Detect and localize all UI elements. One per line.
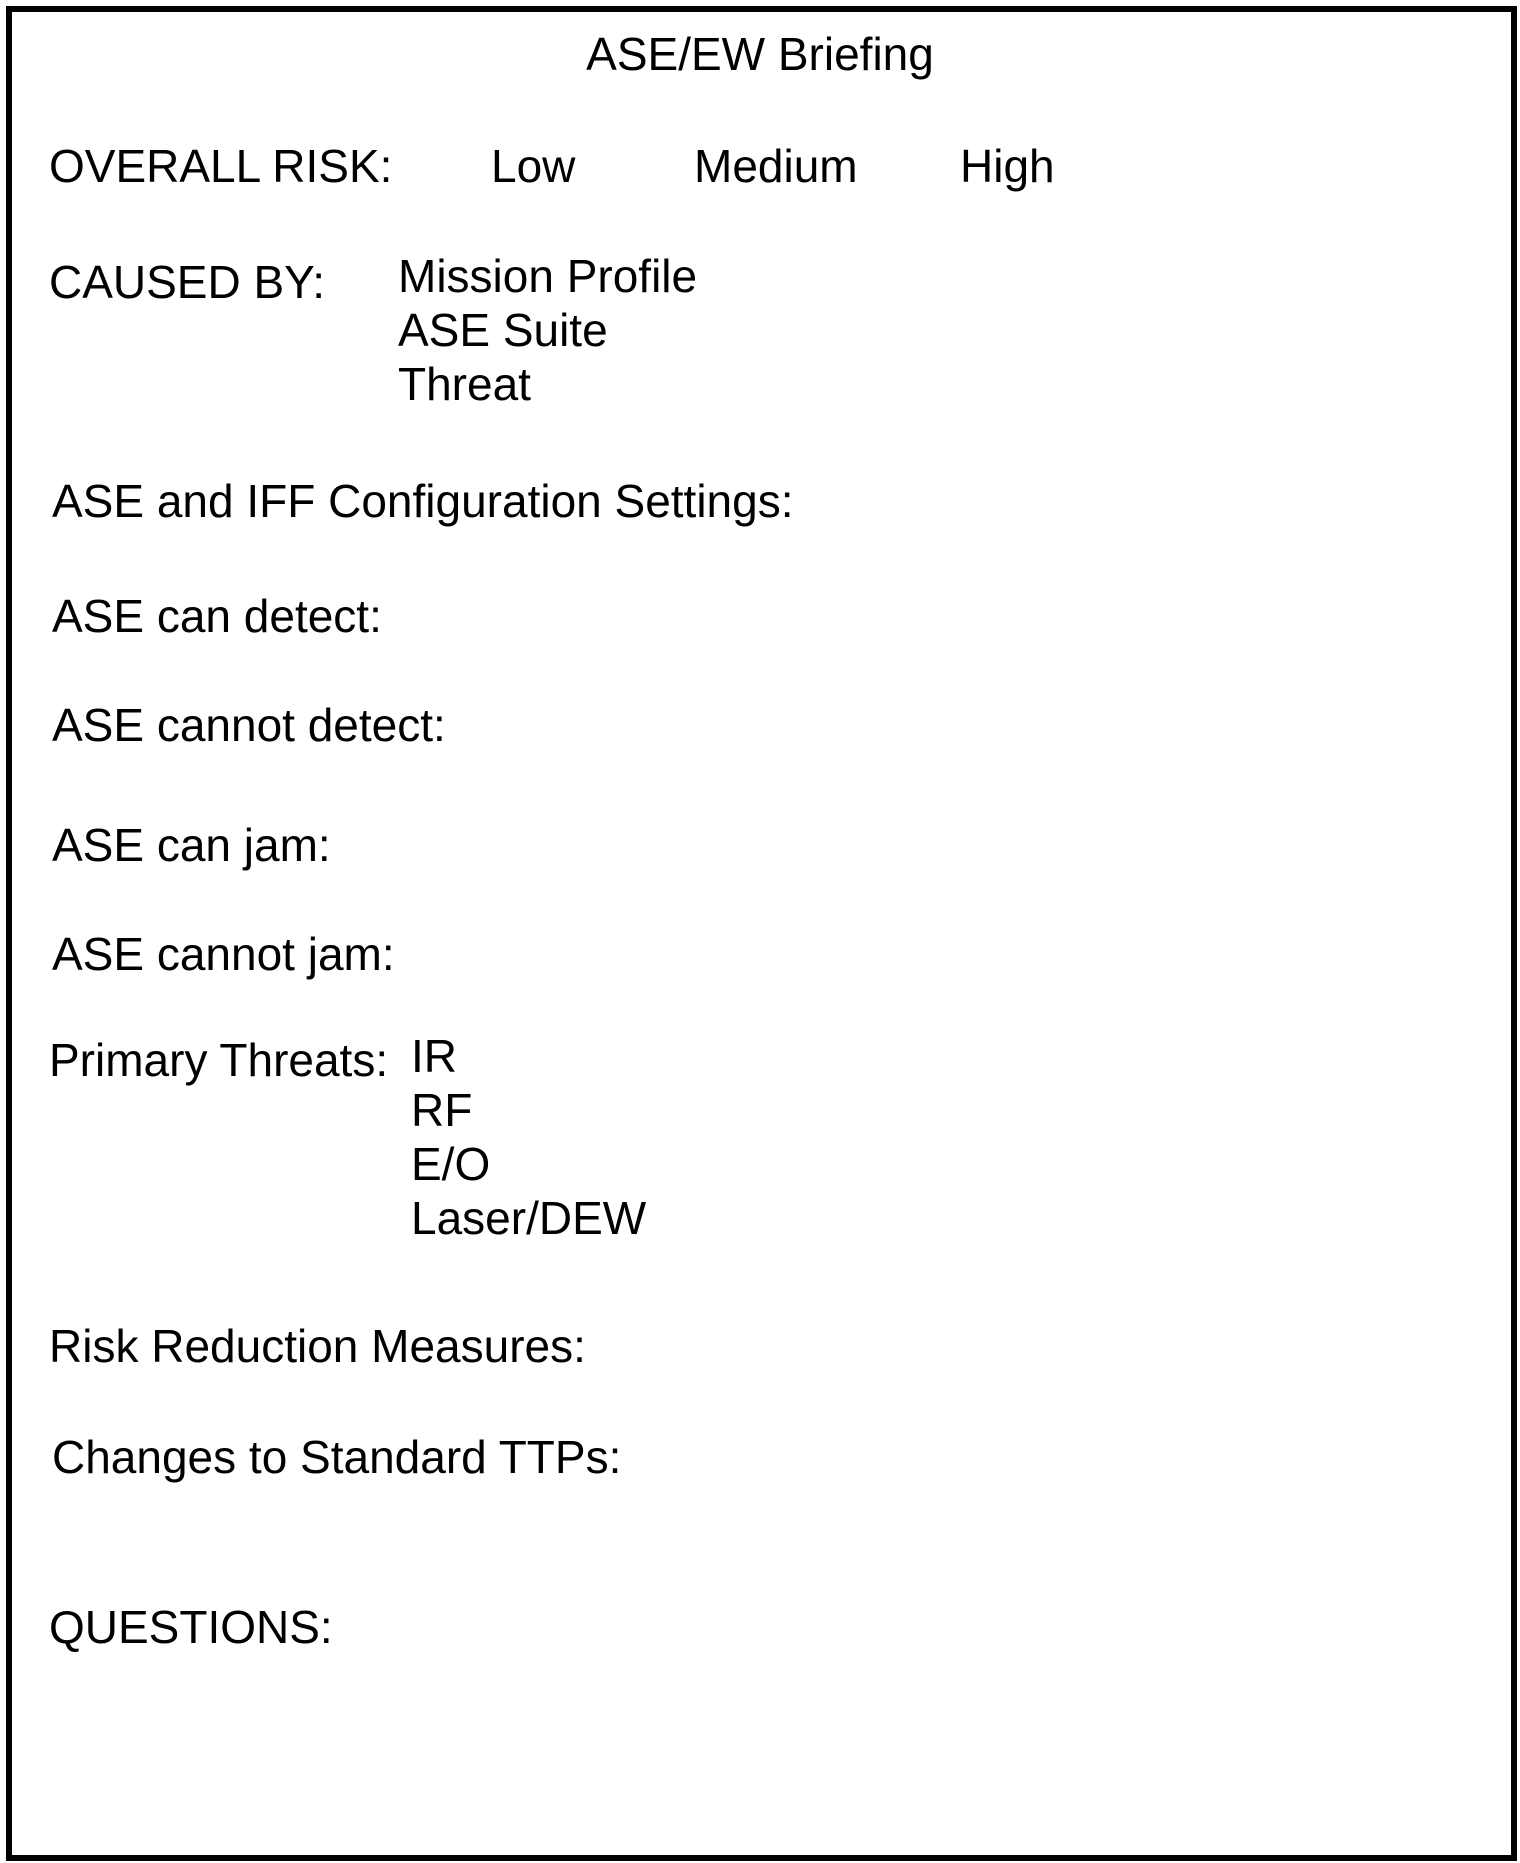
threat-item: Laser/DEW bbox=[411, 1192, 647, 1244]
risk-reduction-label: Risk Reduction Measures: bbox=[49, 1320, 586, 1372]
primary-threats-label: Primary Threats: bbox=[49, 1034, 389, 1086]
caused-by-item: Threat bbox=[398, 358, 531, 410]
page-title: ASE/EW Briefing bbox=[586, 28, 934, 80]
caused-by-item: Mission Profile bbox=[398, 250, 698, 302]
risk-option-medium: Medium bbox=[694, 140, 858, 192]
ase-cannot-detect-label: ASE cannot detect: bbox=[52, 699, 446, 751]
threat-item: RF bbox=[411, 1084, 473, 1136]
ase-can-jam-label: ASE can jam: bbox=[52, 819, 331, 871]
risk-option-low: Low bbox=[491, 140, 576, 192]
caused-by-list bbox=[398, 249, 697, 411]
ase-can-detect-label: ASE can detect: bbox=[52, 590, 382, 642]
ase-iff-config-label: ASE and IFF Configuration Settings: bbox=[52, 475, 794, 527]
overall-risk-label: OVERALL RISK: bbox=[49, 140, 393, 192]
threat-item: E/O bbox=[411, 1138, 491, 1190]
primary-threats-list bbox=[411, 1029, 646, 1245]
caused-by-label: CAUSED BY: bbox=[49, 256, 326, 308]
ase-cannot-jam-label: ASE cannot jam: bbox=[52, 928, 395, 980]
questions-label: QUESTIONS: bbox=[49, 1601, 333, 1653]
caused-by-item: ASE Suite bbox=[398, 304, 608, 356]
risk-option-high: High bbox=[960, 140, 1055, 192]
changes-ttps-label: Changes to Standard TTPs: bbox=[52, 1431, 622, 1483]
threat-item: IR bbox=[411, 1030, 457, 1082]
